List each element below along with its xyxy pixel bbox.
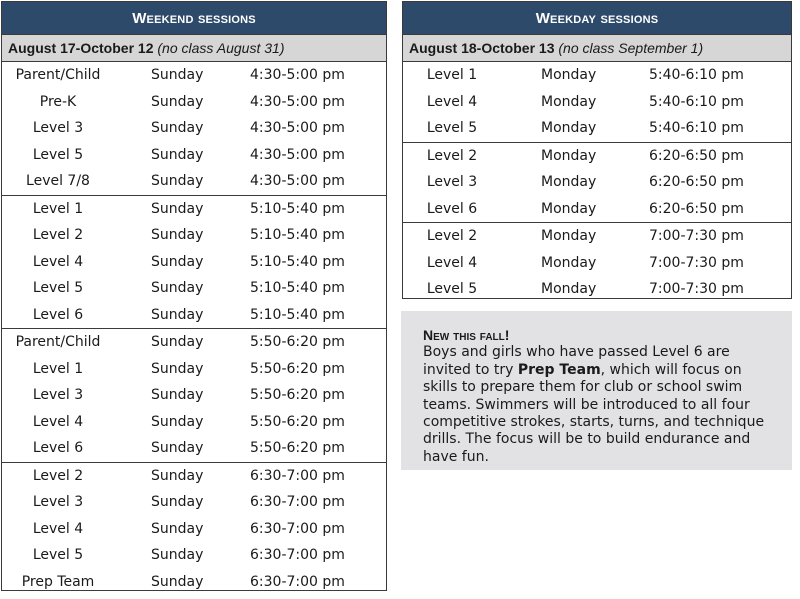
announcement-title: New this fall! xyxy=(423,327,510,343)
table-row xyxy=(2,142,386,169)
time-cell: 6:30-7:00 pm xyxy=(250,467,345,484)
day-cell: Monday xyxy=(541,147,597,164)
time-cell: 5:50-6:20 pm xyxy=(250,360,345,377)
day-cell: Sunday xyxy=(151,306,204,323)
table-row xyxy=(2,89,386,116)
announcement-text-start: Boys and girls who have passed Level 6 are invited to try xyxy=(423,344,730,378)
level-cell: Level 4 xyxy=(32,413,84,430)
level-cell: Level 4 xyxy=(426,254,478,271)
level-cell: Level 6 xyxy=(32,440,84,456)
day-cell: Sunday xyxy=(151,67,204,83)
time-cell: 4:30-5:00 pm xyxy=(250,67,345,83)
time-cell: 7:00-7:30 pm xyxy=(649,254,744,271)
day-cell: Monday xyxy=(541,200,597,217)
time-cell: 6:20-6:50 pm xyxy=(649,200,744,217)
level-cell: Level 2 xyxy=(426,228,478,244)
table-row xyxy=(403,89,791,116)
table-row xyxy=(2,542,386,569)
time-cell: 7:00-7:30 pm xyxy=(649,281,744,297)
announcement-body xyxy=(423,344,770,466)
day-cell: Sunday xyxy=(151,573,204,590)
day-cell: Sunday xyxy=(151,387,204,403)
level-cell: Level 2 xyxy=(426,147,478,164)
level-cell: Level 5 xyxy=(32,146,84,163)
level-cell: Level 1 xyxy=(32,200,84,217)
table-row xyxy=(2,569,386,596)
weekend-time-block xyxy=(2,463,386,596)
time-cell: 5:10-5:40 pm xyxy=(250,306,345,323)
day-cell: Sunday xyxy=(151,280,204,296)
table-row xyxy=(403,143,791,170)
day-cell: Sunday xyxy=(151,520,204,537)
table-row xyxy=(2,249,386,276)
day-cell: Sunday xyxy=(151,146,204,163)
level-cell: Level 3 xyxy=(32,120,84,136)
time-cell: 5:50-6:20 pm xyxy=(250,387,345,403)
level-cell: Level 5 xyxy=(426,281,478,297)
level-cell: Parent/Child xyxy=(15,334,101,350)
weekday-date-range: August 18-October 13 xyxy=(409,40,555,56)
day-cell: Monday xyxy=(541,254,597,271)
table-row xyxy=(2,516,386,543)
day-cell: Sunday xyxy=(151,334,204,350)
weekday-sessions-table xyxy=(402,1,792,299)
day-cell: Monday xyxy=(541,67,597,83)
day-cell: Monday xyxy=(541,228,597,244)
day-cell: Sunday xyxy=(151,413,204,430)
table-row xyxy=(2,435,386,462)
level-cell: Level 3 xyxy=(32,494,84,510)
day-cell: Monday xyxy=(541,120,597,136)
time-cell: 5:10-5:40 pm xyxy=(250,227,345,243)
day-cell: Sunday xyxy=(151,120,204,136)
level-cell: Level 5 xyxy=(32,547,84,563)
level-cell: Parent/Child xyxy=(15,67,101,83)
time-cell: 5:10-5:40 pm xyxy=(250,280,345,296)
time-cell: 5:10-5:40 pm xyxy=(250,253,345,270)
level-cell: Prep Team xyxy=(21,573,95,590)
level-cell: Level 2 xyxy=(32,227,84,243)
day-cell: Sunday xyxy=(151,360,204,377)
table-row xyxy=(403,276,791,303)
table-row xyxy=(2,222,386,249)
time-cell: 5:40-6:10 pm xyxy=(649,93,744,110)
level-cell: Level 7/8 xyxy=(26,173,90,189)
table-row xyxy=(2,489,386,516)
table-row xyxy=(403,169,791,196)
table-row xyxy=(2,329,386,356)
time-cell: 5:10-5:40 pm xyxy=(250,200,345,217)
day-cell: Monday xyxy=(541,93,597,110)
time-cell: 5:40-6:10 pm xyxy=(649,67,744,83)
level-cell: Level 3 xyxy=(426,174,478,190)
table-row xyxy=(2,356,386,383)
announcement-box xyxy=(401,311,792,470)
weekend-time-block xyxy=(2,196,386,330)
weekday-time-block xyxy=(403,143,791,224)
table-row xyxy=(2,382,386,409)
weekday-time-block xyxy=(403,223,791,303)
level-cell: Level 4 xyxy=(426,93,478,110)
table-row xyxy=(2,463,386,490)
level-cell: Level 1 xyxy=(32,360,84,377)
time-cell: 4:30-5:00 pm xyxy=(250,93,345,110)
weekend-header: Weekend sessions xyxy=(2,2,386,34)
prep-team-highlight: Prep Team xyxy=(517,361,601,378)
time-cell: 4:30-5:00 pm xyxy=(250,146,345,163)
day-cell: Sunday xyxy=(151,200,204,217)
time-cell: 4:30-5:00 pm xyxy=(250,120,345,136)
time-cell: 5:50-6:20 pm xyxy=(250,413,345,430)
day-cell: Sunday xyxy=(151,494,204,510)
table-row xyxy=(2,409,386,436)
weekday-header: Weekday sessions xyxy=(403,2,791,34)
day-cell: Sunday xyxy=(151,227,204,243)
table-row xyxy=(2,168,386,195)
day-cell: Sunday xyxy=(151,173,204,189)
table-row xyxy=(2,196,386,223)
day-cell: Sunday xyxy=(151,440,204,456)
weekday-date-note: (no class September 1) xyxy=(558,40,704,56)
weekday-date-range-row xyxy=(403,34,791,62)
table-row xyxy=(2,62,386,89)
weekend-groups xyxy=(2,62,386,595)
table-row xyxy=(2,115,386,142)
time-cell: 5:50-6:20 pm xyxy=(250,334,345,350)
time-cell: 6:30-7:00 pm xyxy=(250,547,345,563)
level-cell: Pre-K xyxy=(39,93,77,110)
weekday-time-block xyxy=(403,62,791,143)
level-cell: Level 6 xyxy=(32,306,84,323)
time-cell: 5:50-6:20 pm xyxy=(250,440,345,456)
day-cell: Sunday xyxy=(151,93,204,110)
time-cell: 6:20-6:50 pm xyxy=(649,147,744,164)
weekend-date-range: August 17-October 12 xyxy=(8,40,154,56)
time-cell: 6:30-7:00 pm xyxy=(250,573,345,590)
level-cell: Level 3 xyxy=(32,387,84,403)
level-cell: Level 4 xyxy=(32,520,84,537)
day-cell: Monday xyxy=(541,281,597,297)
time-cell: 7:00-7:30 pm xyxy=(649,228,744,244)
announcement-text-end: , which will focus on skills to prepare them for club or school swim teams. Swimmers will be introduced to all four competitive strokes, starts, turns, and technique drills. The focus will be to build endurance and have fun. xyxy=(423,361,765,465)
weekend-date-note: (no class August 31) xyxy=(157,40,285,56)
weekday-groups xyxy=(403,62,791,303)
weekend-time-block xyxy=(2,62,386,196)
level-cell: Level 4 xyxy=(32,253,84,270)
time-cell: 5:40-6:10 pm xyxy=(649,120,744,136)
day-cell: Monday xyxy=(541,174,597,190)
table-row xyxy=(2,302,386,329)
table-row xyxy=(403,196,791,223)
level-cell: Level 1 xyxy=(426,67,478,83)
table-row xyxy=(403,223,791,250)
weekend-time-block xyxy=(2,329,386,463)
table-row xyxy=(403,250,791,277)
table-row xyxy=(2,275,386,302)
time-cell: 6:30-7:00 pm xyxy=(250,494,345,510)
day-cell: Sunday xyxy=(151,467,204,484)
time-cell: 4:30-5:00 pm xyxy=(250,173,345,189)
time-cell: 6:30-7:00 pm xyxy=(250,520,345,537)
weekend-sessions-table xyxy=(1,1,387,591)
time-cell: 6:20-6:50 pm xyxy=(649,174,744,190)
level-cell: Level 2 xyxy=(32,467,84,484)
day-cell: Sunday xyxy=(151,547,204,563)
day-cell: Sunday xyxy=(151,253,204,270)
table-row xyxy=(403,62,791,89)
level-cell: Level 5 xyxy=(426,120,478,136)
level-cell: Level 6 xyxy=(426,200,478,217)
table-row xyxy=(403,115,791,142)
weekend-date-range-row xyxy=(2,34,386,62)
level-cell: Level 5 xyxy=(32,280,84,296)
